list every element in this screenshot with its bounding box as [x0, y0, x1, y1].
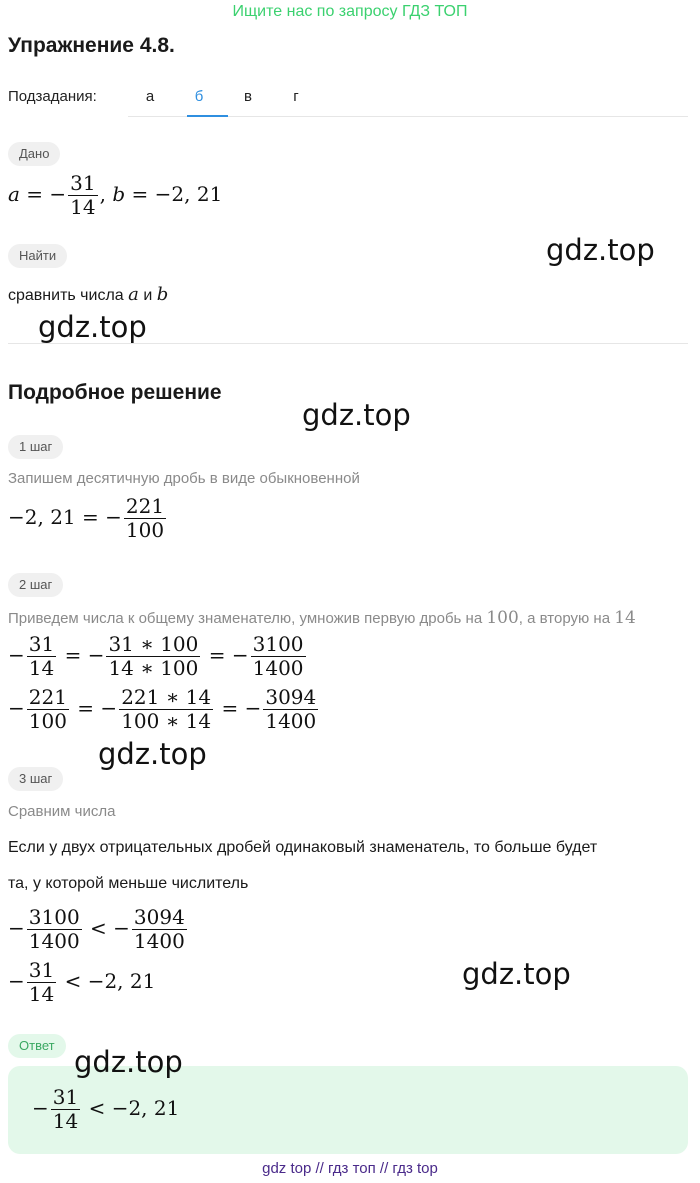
step3-chip: 3 шаг	[8, 767, 63, 791]
step2-chip: 2 шаг	[8, 573, 63, 597]
given-b-var: b	[112, 182, 126, 206]
footer-links[interactable]: gdz top // гдз топ // гдз top	[262, 1160, 438, 1177]
s2r2-n2: 221 ∗ 14	[121, 685, 212, 709]
given-formula: a = − $\frac{31}{14}$ , b = −2, 21	[8, 171, 223, 219]
tab-a[interactable]: а	[145, 88, 155, 105]
subtasks-label: Подзадания:	[8, 88, 97, 105]
answer-rhs: −2, 21	[111, 1096, 180, 1120]
watermark-2: gdz.top	[38, 310, 147, 344]
step1-chip: 1 шаг	[8, 435, 63, 459]
given-a-den: 14	[70, 195, 96, 219]
watermark-4: gdz.top	[98, 737, 207, 771]
step2-desc	[8, 608, 636, 628]
subtasks-bar	[8, 78, 688, 116]
s2r2-n1: 221	[28, 685, 67, 709]
promo-banner[interactable]: Ищите нас по запросу ГДЗ ТОП	[232, 3, 468, 20]
active-tab-indicator	[187, 115, 228, 117]
watermark-6: gdz.top	[74, 1045, 183, 1079]
answer-den: 14	[52, 1109, 79, 1133]
given-a-fraction	[68, 172, 97, 219]
step2-desc-b: , а вторую на	[518, 610, 611, 627]
s3c2-rhs: −2, 21	[87, 969, 156, 993]
given-a-num: 31	[70, 171, 96, 195]
s2r2-n3: 3094	[265, 685, 317, 709]
answer-num: 31	[52, 1085, 79, 1109]
given-b-val: −2, 21	[154, 182, 223, 206]
s3c1-d1: 1400	[28, 929, 80, 953]
step2-row2: − $\frac{221}{100}$ = − $\frac{221 ∗ 14}{100 ∗ 14}$ = − $\frac{3094}{1400}$	[8, 685, 317, 733]
step3-compare1: − $\frac{3100}{1400}$ < − $\frac{3094}{1400}$	[8, 905, 185, 953]
given-a-var: a	[8, 182, 20, 206]
s2r1-n3: 3100	[252, 632, 304, 656]
s2r2-d1: 100	[28, 709, 67, 733]
step3-desc: Сравним числа	[8, 803, 116, 820]
s2r1-d3: 1400	[252, 656, 304, 680]
find-var-b: b	[156, 284, 169, 305]
find-var-a: a	[128, 284, 139, 305]
find-desc: сравнить числа	[8, 287, 124, 304]
given-chip: Дано	[8, 142, 60, 166]
step3-rule-line1: Если у двух отрицательных дробей одинаковый знаменатель, то больше будет	[8, 839, 598, 856]
watermark-5: gdz.top	[462, 957, 571, 991]
step2-mult1: 100	[486, 608, 519, 628]
s3c2-d: 14	[28, 982, 55, 1006]
step1-fraction	[124, 495, 166, 542]
step1-lhs: −2, 21	[8, 505, 76, 529]
step2-mult2: 14	[614, 608, 636, 628]
s3c2-n: 31	[28, 958, 55, 982]
watermark-3: gdz.top	[302, 398, 411, 432]
tab-v[interactable]: в	[244, 88, 252, 105]
s2r1-d2: 14 ∗ 100	[108, 656, 199, 680]
step2-row1: − $\frac{31}{14}$ = − $\frac{31 ∗ 100}{14 ∗ 100}$ = − $\frac{3100}{1400}$	[8, 632, 304, 680]
watermark-1: gdz.top	[546, 233, 655, 267]
step2-desc-a: Приведем числа к общему знаменателю, умножив первую дробь на	[8, 610, 483, 627]
s2r2-d2: 100 ∗ 14	[121, 709, 212, 733]
s2r1-d1: 14	[28, 656, 55, 680]
answer-chip: Ответ	[8, 1034, 66, 1058]
s2r1-n2: 31 ∗ 100	[108, 632, 199, 656]
s3c1-d2: 1400	[133, 929, 185, 953]
solution-title: Подробное решение	[8, 381, 222, 404]
step1-formula: −2, 21 = − $\frac{221}{100}$	[8, 494, 165, 542]
find-chip: Найти	[8, 244, 67, 268]
s3c1-n1: 3100	[28, 905, 80, 929]
step3-compare2: − $\frac{31}{14}$ < −2, 21	[8, 958, 156, 1006]
step1-den: 100	[125, 518, 165, 542]
step3-rule-line2: та, у которой меньше числитель	[8, 875, 249, 892]
answer-formula: − $\frac{31}{14}$ < −2, 21	[32, 1085, 180, 1133]
tab-g[interactable]: г	[293, 88, 299, 105]
page-title: Упражнение 4.8.	[8, 34, 175, 57]
subtask-tabs	[128, 78, 688, 117]
find-conj: и	[143, 287, 153, 304]
s2r2-d3: 1400	[265, 709, 317, 733]
step1-num: 221	[125, 494, 165, 518]
s2r1-n1: 31	[28, 632, 55, 656]
s3c1-n2: 3094	[133, 905, 185, 929]
step1-desc: Запишем десятичную дробь в виде обыкновенной	[8, 470, 360, 487]
find-text	[8, 284, 168, 305]
tab-b[interactable]: б	[194, 88, 204, 105]
